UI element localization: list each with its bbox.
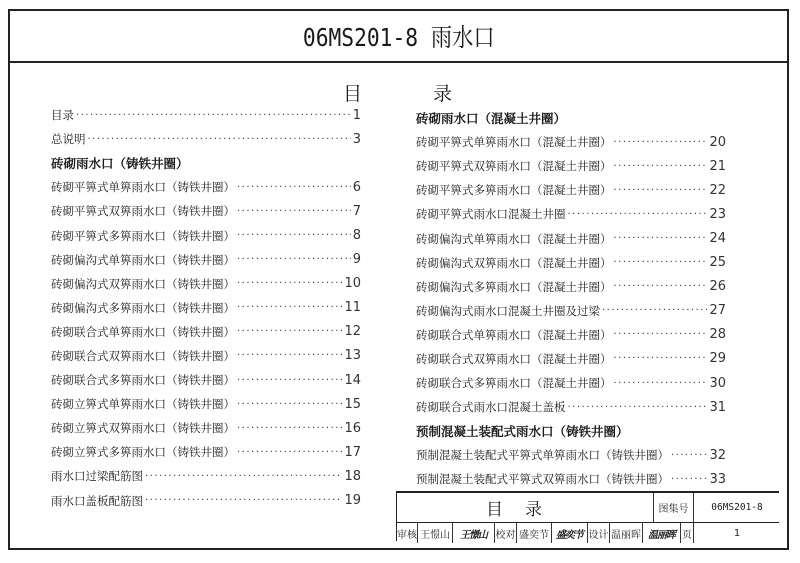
toc-entry — [416, 395, 726, 419]
toc-entry-page: 7 — [352, 203, 361, 219]
toc-entry-page: 21 — [709, 158, 726, 174]
toc-entry-page: 26 — [709, 279, 726, 295]
toc-entry-page: 12 — [344, 324, 361, 340]
toc-entry-label: 砖砌立箅式单箅雨水口（铸铁井圈） — [51, 397, 235, 412]
toc-entry-label: 砖砌联合式单箅雨水口（混凝土井圈） — [416, 327, 612, 342]
page-label: 页 — [681, 523, 694, 543]
toc-entry-label: 砖砌偏沟式双箅雨水口（混凝土井圈） — [416, 255, 612, 270]
toc-entry-label: 砖砌联合式双箅雨水口（混凝土井圈） — [416, 351, 612, 366]
toc-entry-label: 总说明 — [51, 132, 86, 147]
toc-entry-page: 23 — [709, 206, 726, 222]
toc-entry — [51, 464, 361, 488]
toc-entry — [416, 443, 726, 467]
leader-dots — [237, 278, 342, 289]
toc-entry-label: 砖砌平箅式雨水口混凝土井圈 — [416, 207, 566, 222]
toc-entry — [51, 199, 361, 223]
toc-entry-label: 砖砌偏沟式雨水口混凝土井圈及过梁 — [416, 303, 600, 318]
toc-section-header — [51, 151, 361, 175]
leader-dots — [614, 353, 708, 364]
toc-entry — [51, 392, 361, 416]
toc-entry-label: 雨水口过梁配筋图 — [51, 469, 143, 484]
leader-dots — [76, 110, 351, 121]
atlas-no-label: 图集号 — [654, 493, 694, 522]
toc-heading-left: 目 — [343, 83, 363, 105]
toc-entry-page: 31 — [709, 399, 726, 415]
toc-entry-page: 17 — [344, 444, 361, 460]
toc-entry — [51, 175, 361, 199]
toc-entry-label: 砖砌偏沟式双箅雨水口（铸铁井圈） — [51, 276, 235, 291]
toc-entry-label: 砖砌立箅式多箅雨水口（铸铁井圈） — [51, 445, 235, 460]
toc-entry — [416, 299, 726, 323]
leader-dots — [614, 185, 708, 196]
reviewer: 王憬山 — [418, 523, 453, 543]
toc-entry-label: 砖砌联合式雨水口混凝土盖板 — [416, 400, 566, 415]
review-label: 审核 — [397, 523, 418, 543]
toc-entry-page: 6 — [352, 179, 361, 195]
drawing-title: 目录 — [397, 493, 654, 522]
toc-entry-page: 13 — [344, 348, 361, 364]
leader-dots — [237, 182, 351, 193]
leader-dots — [237, 350, 342, 361]
toc-entry-label: 砖砌联合式多箅雨水口（混凝土井圈） — [416, 376, 612, 391]
toc-entry — [51, 344, 361, 368]
leader-dots — [237, 423, 342, 434]
toc-entry — [416, 347, 726, 371]
toc-entry-label: 预制混凝土装配式平箅式单箅雨水口（铸铁井圈） — [416, 448, 669, 463]
leader-dots — [237, 399, 342, 410]
toc-entry-page: 11 — [344, 300, 361, 316]
reviewer-signature: 王憬山 — [453, 523, 495, 543]
leader-dots — [237, 254, 351, 265]
design-label: 设计 — [588, 523, 610, 543]
toc-entry — [416, 226, 726, 250]
title-block-row-1 — [397, 493, 779, 523]
toc-entry-label: 雨水口盖板配筋图 — [51, 493, 143, 508]
toc-entry-page: 8 — [352, 228, 361, 244]
toc-entry — [51, 223, 361, 247]
leader-dots — [602, 305, 707, 316]
leader-dots — [568, 402, 708, 413]
leader-dots — [237, 302, 342, 313]
toc-entry-label: 砖砌联合式双箅雨水口（铸铁井圈） — [51, 348, 235, 363]
checker: 盛奕节 — [517, 523, 552, 543]
toc-entry-label: 砖砌平箅式双箅雨水口（混凝土井圈） — [416, 159, 612, 174]
toc-entry-label: 砖砌偏沟式单箅雨水口（混凝土井圈） — [416, 231, 612, 246]
toc-entry-page: 9 — [352, 252, 361, 268]
toc-entry-page: 19 — [344, 493, 361, 509]
toc-entry — [416, 154, 726, 178]
toc-entry-label: 预制混凝土装配式平箅式双箅雨水口（铸铁井圈） — [416, 472, 669, 487]
toc-heading-right: 录 — [433, 83, 453, 105]
toc-entry-page: 30 — [709, 375, 726, 391]
toc-entry-page: 28 — [709, 327, 726, 343]
toc-entry-page: 1 — [352, 107, 361, 123]
title-block — [396, 491, 779, 541]
toc-entry-label: 砖砌雨水口（混凝土井圈） — [416, 111, 567, 127]
toc-entry — [416, 323, 726, 347]
toc-entry-label: 砖砌偏沟式单箅雨水口（铸铁井圈） — [51, 252, 235, 267]
check-label: 校对 — [495, 523, 517, 543]
designer-signature: 温丽晖 — [643, 523, 681, 543]
toc-entry — [51, 127, 361, 151]
toc-entry — [416, 467, 726, 491]
leader-dots — [614, 233, 708, 244]
toc-entry-page: 14 — [344, 372, 361, 388]
toc-entry-page: 20 — [709, 134, 726, 150]
leader-dots — [237, 447, 342, 458]
toc-entry-label: 目录 — [51, 108, 74, 123]
header-band — [10, 11, 787, 63]
toc-entry-label: 砖砌偏沟式多箅雨水口（混凝土井圈） — [416, 279, 612, 294]
toc-entry-page: 29 — [709, 351, 726, 367]
designer: 温丽晖 — [610, 523, 643, 543]
toc-entry — [51, 103, 361, 127]
toc-entry — [51, 248, 361, 272]
leader-dots — [568, 209, 708, 220]
toc-entry-page: 32 — [709, 447, 726, 463]
leader-dots — [614, 281, 708, 292]
leader-dots — [671, 474, 707, 485]
toc-entry-page: 24 — [709, 231, 726, 247]
toc-entry-label: 砖砌偏沟式多箅雨水口（铸铁井圈） — [51, 300, 235, 315]
toc-entry — [51, 416, 361, 440]
toc-entry — [51, 489, 361, 513]
toc-entry-label: 预制混凝土装配式雨水口（铸铁井圈） — [416, 424, 629, 440]
leader-dots — [614, 378, 708, 389]
leader-dots — [145, 471, 342, 482]
toc-entry — [416, 130, 726, 154]
leader-dots — [614, 137, 708, 148]
toc-entry-page: 16 — [344, 420, 361, 436]
toc-entry — [416, 178, 726, 202]
toc-entry-page: 10 — [344, 276, 361, 292]
toc-entry-page: 3 — [352, 131, 361, 147]
leader-dots — [614, 257, 708, 268]
atlas-no: 06MS201-8 — [711, 502, 763, 513]
toc-entry-page: 18 — [344, 468, 361, 484]
toc-section-header — [416, 106, 726, 130]
toc-entry-label: 砖砌平箅式多箅雨水口（铸铁井圈） — [51, 228, 235, 243]
leader-dots — [237, 206, 351, 217]
toc-entry — [51, 296, 361, 320]
leader-dots — [88, 134, 351, 145]
toc-entry-label: 砖砌平箅式单箅雨水口（铸铁井圈） — [51, 180, 235, 195]
toc-entry — [416, 371, 726, 395]
toc-entry-label: 砖砌平箅式双箅雨水口（铸铁井圈） — [51, 204, 235, 219]
toc-entry-page: 27 — [709, 303, 726, 319]
toc-entry-page: 15 — [344, 396, 361, 412]
leader-dots — [237, 326, 342, 337]
toc-entry-label: 砖砌平箅式单箅雨水口（混凝土井圈） — [416, 135, 612, 150]
toc-entry-label: 砖砌平箅式多箅雨水口（混凝土井圈） — [416, 183, 612, 198]
toc-entry — [416, 275, 726, 299]
toc-entry-label: 砖砌立箅式双箅雨水口（铸铁井圈） — [51, 421, 235, 436]
leader-dots — [145, 495, 342, 506]
toc-entry-label: 砖砌联合式多箅雨水口（铸铁井圈） — [51, 373, 235, 388]
toc-entry-label: 砖砌联合式单箅雨水口（铸铁井圈） — [51, 324, 235, 339]
toc-entry-label: 砖砌雨水口（铸铁井圈） — [51, 156, 189, 172]
title-block-row-2 — [397, 523, 779, 543]
toc-entry — [51, 272, 361, 296]
checker-signature: 盛奕节 — [552, 523, 588, 543]
leader-dots — [671, 450, 707, 461]
toc-right-column — [416, 106, 726, 492]
leader-dots — [237, 230, 351, 241]
toc-left-column — [51, 103, 361, 513]
leader-dots — [614, 161, 708, 172]
toc-entry — [51, 320, 361, 344]
page-number: 1 — [733, 527, 741, 539]
leader-dots — [237, 375, 342, 386]
toc-entry — [416, 202, 726, 226]
toc-entry — [416, 251, 726, 275]
toc-entry — [51, 368, 361, 392]
toc-section-header — [416, 419, 726, 443]
page-title: 06MS201-8 雨水口 — [302, 23, 495, 52]
toc-entry-page: 25 — [709, 255, 726, 271]
toc-entry-page: 33 — [709, 471, 726, 487]
toc-entry-page: 22 — [709, 182, 726, 198]
leader-dots — [614, 329, 708, 340]
toc-entry — [51, 440, 361, 464]
